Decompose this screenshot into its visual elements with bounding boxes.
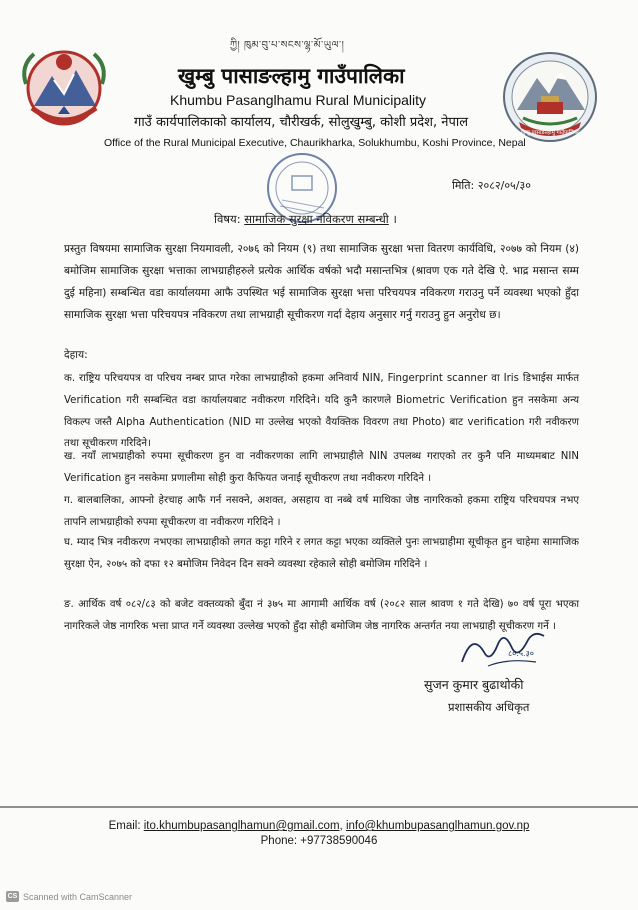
tibetan-motto: ཀྱི། ཁུམ་བུ་པ་སངས་ལྷ་མོ་ཡུལ་། [230,40,345,51]
subject-end: । [392,212,397,226]
email-label: Email: [108,820,141,832]
letter-date: मिति: २०८२/०५/३० [452,179,531,192]
camscanner-icon: CS [7,893,18,900]
camscanner-watermark [6,891,132,902]
instruction-item-ga: ग. बालबालिका, आफ्नो हेरचाह आफै गर्न नसक्ने, अशक्त, असहाय वा नब्बे वर्ष माथिका जेष्ठ नागरिकको हकमा राष्ट्रिय परिचयपत्र नभए तापनि लाभग्राहीको रुपमा सूचीकरण वा नवीकरण गरिदिने । [64,495,579,528]
instruction-item-kha: ख. नयाँ लाभग्राहीको रुपमा सूचीकरण हुन वा नवीकरणका लागि लाभग्राहीले NIN उपलब्ध गराएको तर कुनै पनि माध्यमबाट NIN Verification हुन नसकेमा प्रणालीमा सोही कुरा कैफियत जनाई सूचीकरण तथा नवीकरण गरिदिने । [64,451,579,484]
email-link-gmail[interactable]: ito.khumbupasanglhamun@gmail.com [143,820,340,832]
municipality-title-english: Khumbu Pasanglhamu Rural Municipality [170,92,427,108]
right-logo-caption: खुम्बु पासाङल्हामु गाउँपालिका [520,130,580,136]
dehaya-heading: देहाय: [64,349,88,361]
subject-label: विषय: [214,212,241,226]
camscanner-text: Scanned with CamScanner [23,891,133,902]
municipality-title-nepali: खुम्बु पासाङल्हामु गाउँपालिका [178,64,405,88]
office-address-nepali: गाउँ कार्यपालिकाको कार्यालय, चौरीखर्क, सोलुखुम्बु, कोशी प्रदेश, नेपाल [134,115,469,130]
signer-designation: प्रशासकीय अधिकृत [448,700,530,714]
footer-email-line [0,820,638,832]
handwritten-signature [458,622,550,672]
signature-date: ८०.५.३० [508,649,534,658]
footer-phone: Phone: +97738590046 [260,835,378,847]
letter-subject [214,212,397,227]
intro-paragraph: प्रस्तुत विषयमा सामाजिक सुरक्षा नियमावली, २०७६ को नियम (९) तथा सामाजिक सुरक्षा भत्ता वितरण कार्यविधि, २०७७ को नियम (४) बमोजिम सामाजिक सुरक्षा भत्ताका लाभग्राहीहरुले प्रत्येक आर्थिक वर्षको भदौ मसान्तभित्र (श्रावण एक गते देखि ऐ. भाद्र मसान्त सम्म दुई महिना) सम्बन्धित वडा कार्यालयमा आफै उपस्थित भई सामाजिक सुरक्षा भत्ता परिचयपत्र नविकरण गराउनु पर्ने व्यवस्था भएको हुँदा सामाजिक सुरक्षा भत्ता परिचयपत्र नविकरण तथा लाभग्राही सूचीकरण गर्दा देहाय अनुसार गर्नु गराउनु हुन अनुरोध छ। [64,243,579,321]
footer-divider [0,806,638,808]
instruction-item-ka: क. राष्ट्रिय परिचयपत्र वा परिचय नम्बर प्राप्त गरेका लाभग्राहीको हकमा अनिवार्य NIN, Fingerprint scanner वा Iris डिभाईस मार्फत Verification गरी सम्बन्धित वडा कार्यालयबाट नवीकरण गरिदिने। यदि कुनै कारणले Biometric Verification हुन नसकेमा अन्य विकल्प जस्तै Alpha Authentication (NID मा उल्लेख भएको वैयक्तिक विवरण तथा Photo) बाट verification गरी नवीकरण तथा सूचीकरण गरिदिने। [64,373,579,450]
municipality-logo [495,48,605,146]
instruction-item-nga: ङ. आर्थिक वर्ष ०८२/८३ को बजेट वक्तव्यको बुँदा नं ३७५ मा आगामी आर्थिक वर्ष (२०८२ साल श्रावण १ गते देखि) ७० वर्ष पूरा भएका नागरिकले जेष्ठ नागरिक भत्ता प्राप्त गर्ने व्यवस्था उल्लेख भएको हुँदा सोही बमोजिम जेष्ठ नागरिक अन्तर्गत नया लाभग्राही सूचीकरण गर्ने । [64,599,579,632]
office-address-english: Office of the Rural Municipal Executive, Chaurikharka, Solukhumbu, Koshi Province, Nepal [104,137,526,149]
email-link-gov[interactable]: info@khumbupasanglhamun.gov.np [345,820,530,832]
instruction-item-gha: घ. म्याद भित्र नवीकरण नभएका लाभग्राहीको लगत कट्टा गरिने र लगत कट्टा भएका व्यक्तिले पुनः लाभग्राहीमा सूचीकृत हुन चाहेमा सामाजिक सुरक्षा ऐन, २०७५ को दफा १२ बमोजिम निवेदन दिन सक्ने व्यवस्था रहेकाले सोही बमोजिम गरिदिने । [64,537,579,570]
email-separator: , [339,820,343,832]
subject-text: सामाजिक सुरक्षा नविकरण सम्बन्धी [244,212,389,226]
signer-name: सुजन कुमार बुढाथोकी [424,677,524,692]
nepal-emblem-logo [14,36,114,132]
